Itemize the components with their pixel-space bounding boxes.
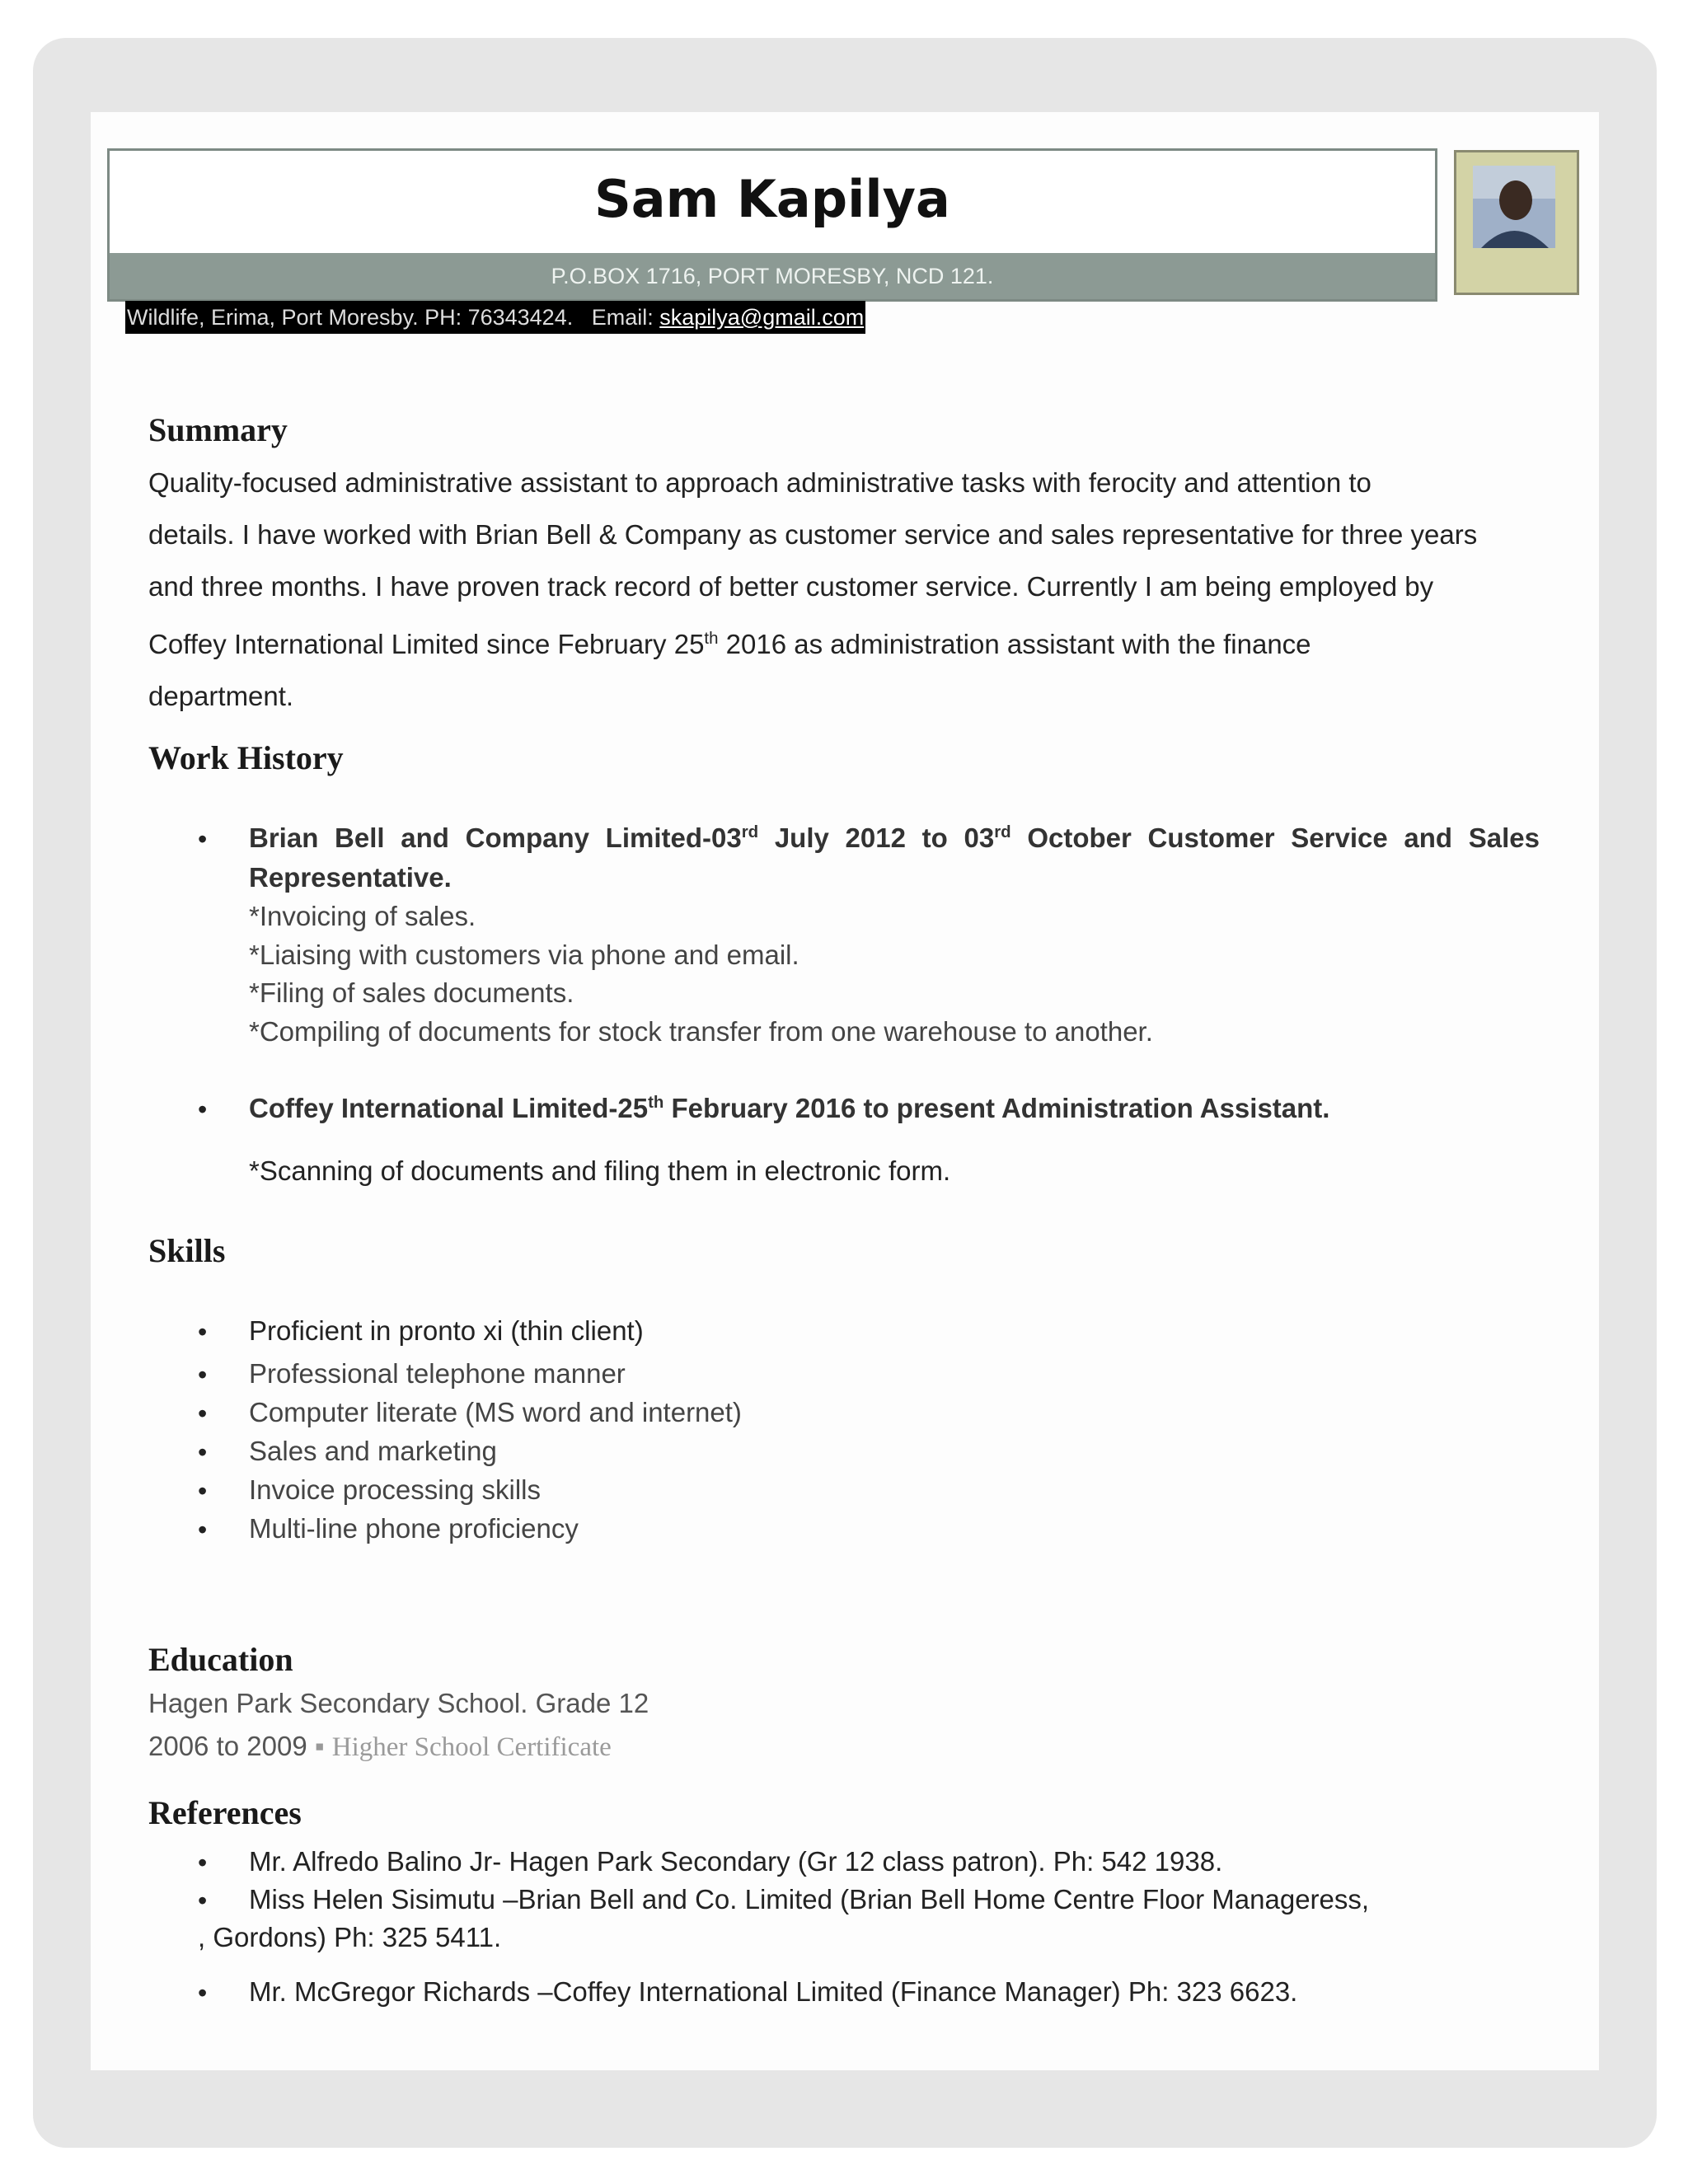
skill-item: Invoice processing skills — [249, 1474, 541, 1505]
job-title-part: Brian Bell and Company Limited-03 — [249, 823, 742, 853]
duty-item: *Liaising with customers via phone and email. — [249, 940, 799, 970]
summary-line: department. — [148, 681, 294, 711]
contact-line — [125, 301, 865, 334]
photo-frame — [1454, 150, 1579, 295]
bullet: • — [198, 1886, 208, 1915]
summary-text — [148, 457, 1550, 722]
summary-line-part: Coffey International Limited since February 25 — [148, 629, 705, 659]
bullet: • — [198, 1437, 208, 1467]
contact-text: Wildlife, Erima, Port Moresby. PH: 76343424. Email: — [127, 305, 660, 330]
reference-item: Miss Helen Sisimutu –Brian Bell and Co. Limited (Brian Bell Home Centre Floor Manageress, — [249, 1884, 1370, 1915]
duty-item: *Scanning of documents and filing them in electronic form. — [249, 1155, 951, 1186]
job-title-part: Coffey International Limited-25 — [249, 1093, 649, 1123]
header-box — [107, 148, 1437, 302]
skill-item: Proficient in pronto xi (thin client) — [249, 1315, 644, 1346]
skills-heading: Skills — [148, 1232, 226, 1269]
candidate-name: Sam Kapilya — [594, 169, 950, 229]
summary-line-part: 2016 as administration assistant with the finance — [718, 629, 1311, 659]
resume-page — [91, 112, 1599, 2070]
summary-line: Quality-focused administrative assistant to approach administrative tasks with ferocity and attention to — [148, 467, 1372, 498]
reference-item: Mr. McGregor Richards –Coffey International Limited (Finance Manager) Ph: 323 6623. — [249, 1976, 1298, 2007]
reference-item: Mr. Alfredo Balino Jr- Hagen Park Secondary (Gr 12 class patron). Ph: 542 1938. — [249, 1846, 1223, 1877]
work-history-heading: Work History — [148, 739, 344, 776]
address-bar: P.O.BOX 1716, PORT MORESBY, NCD 121. — [110, 253, 1435, 299]
job-title-part: July 2012 to 03 — [758, 823, 995, 853]
bullet: • — [198, 1476, 208, 1506]
bullet: • — [198, 1317, 208, 1347]
bullet: • — [198, 1848, 208, 1877]
bullet: • — [198, 824, 208, 854]
education-certificate: Higher School Certificate — [331, 1732, 612, 1762]
education-years: 2006 to 2009 — [148, 1731, 307, 1761]
summary-line: and three months. I have proven track record of better customer service. Currently I am being employed by — [148, 571, 1434, 602]
duty-item: *Filing of sales documents. — [249, 977, 574, 1008]
skill-item: Sales and marketing — [249, 1436, 497, 1466]
profile-photo — [1473, 166, 1555, 248]
superscript: th — [648, 1093, 664, 1112]
job-title-brian-bell — [249, 823, 1540, 854]
summary-line — [148, 612, 1550, 670]
superscript: rd — [994, 823, 1011, 841]
duty-item: *Compiling of documents for stock transfer from one warehouse to another. — [249, 1016, 1153, 1047]
duty-item: *Invoicing of sales. — [249, 901, 476, 931]
bullet: • — [198, 1399, 208, 1428]
job-title-part: February 2016 to present Administration Assistant. — [663, 1093, 1330, 1123]
summary-line: details. I have worked with Brian Bell & Company as customer service and sales representative for three years — [148, 519, 1478, 550]
superscript: th — [704, 629, 719, 648]
superscript: rd — [741, 823, 759, 841]
references-heading: References — [148, 1794, 302, 1831]
reference-item-continued: , Gordons) Ph: 325 5411. — [198, 1922, 502, 1952]
bullet: • — [198, 1978, 208, 2008]
bullet: • — [198, 1515, 208, 1544]
job-title-continued: Representative. — [249, 862, 452, 893]
bullet: • — [198, 1094, 208, 1124]
separator: ▪ — [307, 1731, 332, 1761]
education-years-line — [148, 1726, 1550, 1768]
bullet: • — [198, 1360, 208, 1390]
education-heading: Education — [148, 1641, 293, 1678]
skill-item: Professional telephone manner — [249, 1358, 626, 1389]
email-link[interactable]: skapilya@gmail.com — [659, 305, 865, 330]
skill-item: Computer literate (MS word and internet) — [249, 1397, 742, 1427]
job-title-part: October Customer Service and Sales — [1010, 823, 1540, 853]
skill-item: Multi-line phone proficiency — [249, 1513, 579, 1544]
summary-heading: Summary — [148, 411, 288, 448]
education-school: Hagen Park Secondary School. Grade 12 — [148, 1688, 649, 1718]
job-title-coffey — [249, 1093, 1329, 1124]
